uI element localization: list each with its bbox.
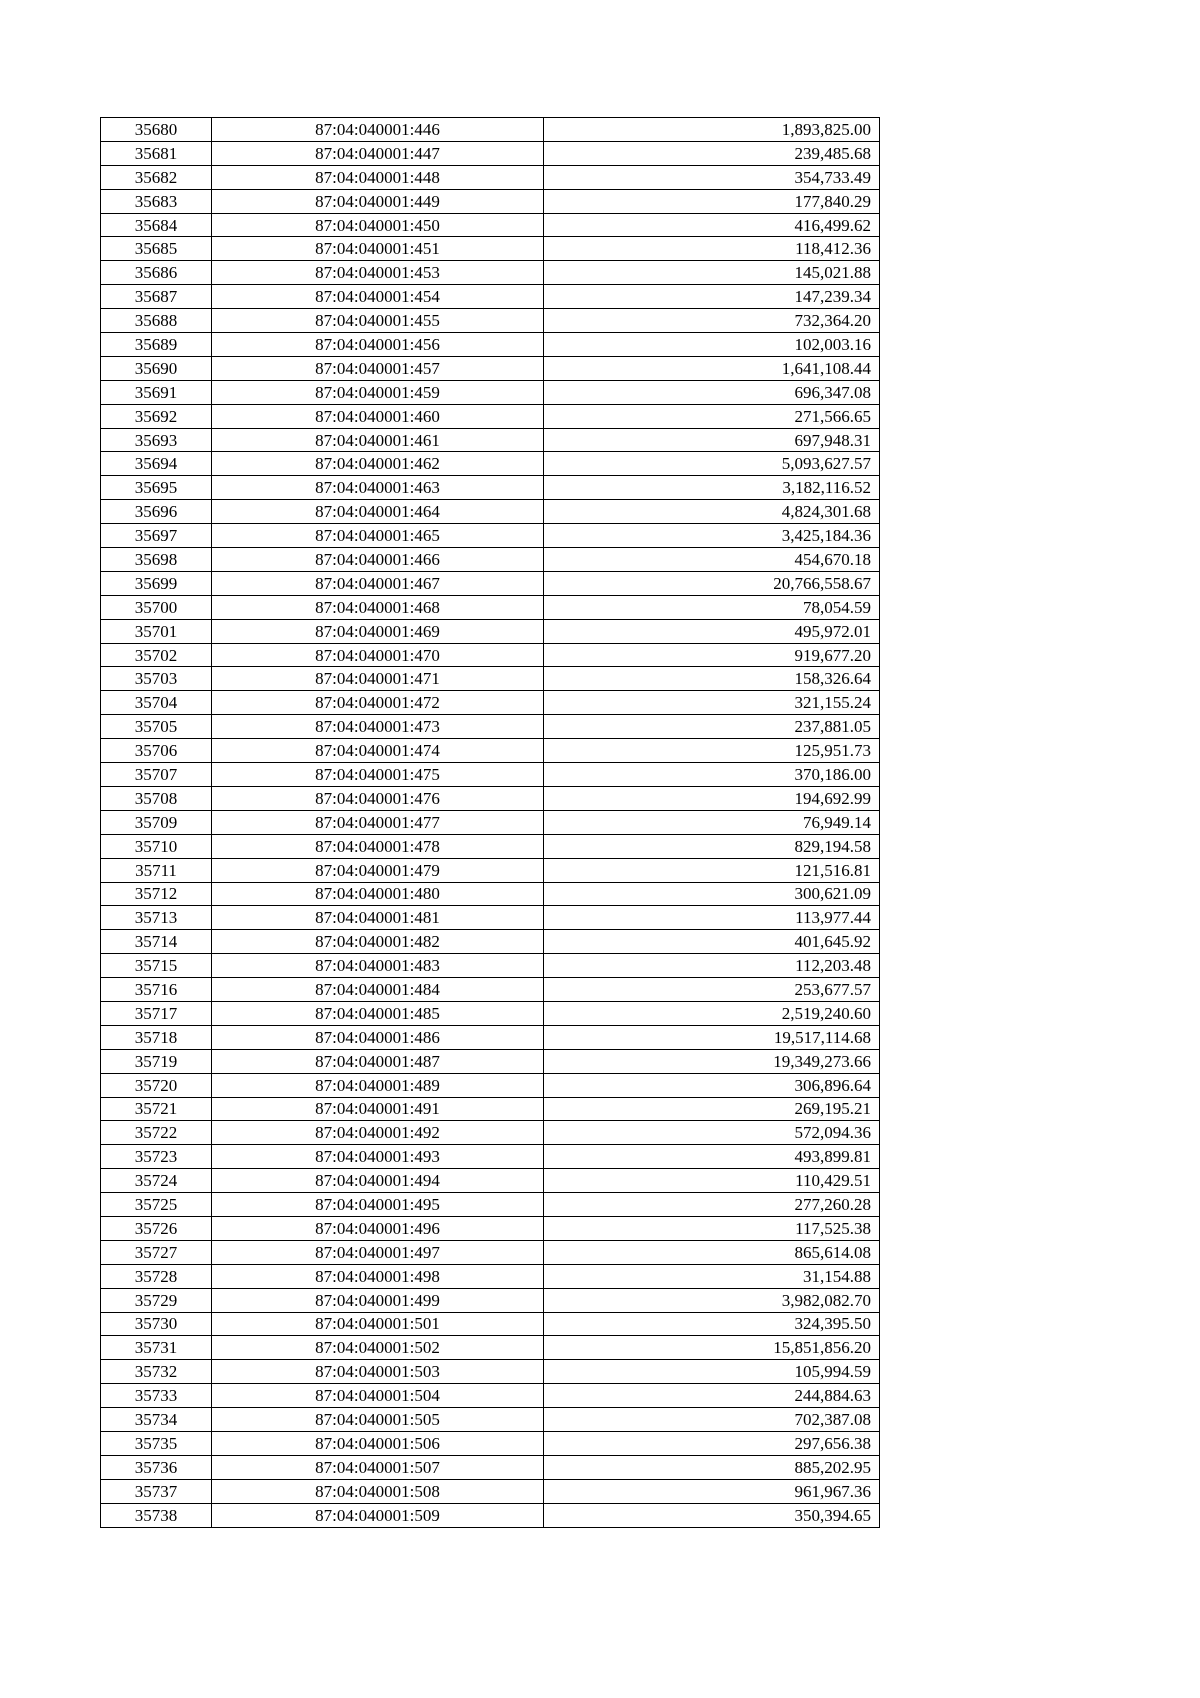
cadastral-number-cell: 87:04:040001:457 — [212, 356, 544, 380]
row-number-cell: 35729 — [101, 1288, 212, 1312]
cadastral-number-cell: 87:04:040001:455 — [212, 309, 544, 333]
table-row — [101, 763, 880, 787]
value-cell: 696,347.08 — [544, 380, 880, 404]
cadastral-number-cell: 87:04:040001:498 — [212, 1264, 544, 1288]
table-row — [101, 1145, 880, 1169]
cadastral-number-cell: 87:04:040001:483 — [212, 954, 544, 978]
value-cell: 277,260.28 — [544, 1193, 880, 1217]
row-number-cell: 35738 — [101, 1503, 212, 1527]
cadastral-number-cell: 87:04:040001:470 — [212, 643, 544, 667]
cadastral-number-cell: 87:04:040001:448 — [212, 165, 544, 189]
table-row — [101, 619, 880, 643]
table-row — [101, 1001, 880, 1025]
table-row — [101, 1288, 880, 1312]
row-number-cell: 35697 — [101, 524, 212, 548]
row-number-cell: 35734 — [101, 1408, 212, 1432]
row-number-cell: 35707 — [101, 763, 212, 787]
table-row — [101, 1264, 880, 1288]
row-number-cell: 35728 — [101, 1264, 212, 1288]
table-row — [101, 1479, 880, 1503]
value-cell: 300,621.09 — [544, 882, 880, 906]
table-row — [101, 333, 880, 357]
cadastral-number-cell: 87:04:040001:477 — [212, 810, 544, 834]
cadastral-number-cell: 87:04:040001:494 — [212, 1169, 544, 1193]
cadastral-number-cell: 87:04:040001:501 — [212, 1312, 544, 1336]
row-number-cell: 35684 — [101, 213, 212, 237]
cadastral-number-cell: 87:04:040001:475 — [212, 763, 544, 787]
value-cell: 370,186.00 — [544, 763, 880, 787]
value-cell: 493,899.81 — [544, 1145, 880, 1169]
cadastral-number-cell: 87:04:040001:482 — [212, 930, 544, 954]
cadastral-number-cell: 87:04:040001:474 — [212, 739, 544, 763]
table-row — [101, 118, 880, 142]
row-number-cell: 35712 — [101, 882, 212, 906]
value-cell: 1,641,108.44 — [544, 356, 880, 380]
table-row — [101, 691, 880, 715]
table-row — [101, 285, 880, 309]
table-row — [101, 643, 880, 667]
row-number-cell: 35732 — [101, 1360, 212, 1384]
cadastral-number-cell: 87:04:040001:462 — [212, 452, 544, 476]
table-row — [101, 476, 880, 500]
row-number-cell: 35709 — [101, 810, 212, 834]
value-cell: 4,824,301.68 — [544, 500, 880, 524]
cadastral-number-cell: 87:04:040001:454 — [212, 285, 544, 309]
value-cell: 416,499.62 — [544, 213, 880, 237]
value-cell: 20,766,558.67 — [544, 571, 880, 595]
table-row — [101, 261, 880, 285]
value-cell: 865,614.08 — [544, 1240, 880, 1264]
cadastral-number-cell: 87:04:040001:507 — [212, 1455, 544, 1479]
table-row — [101, 524, 880, 548]
row-number-cell: 35730 — [101, 1312, 212, 1336]
row-number-cell: 35733 — [101, 1384, 212, 1408]
table-row — [101, 1455, 880, 1479]
row-number-cell: 35721 — [101, 1097, 212, 1121]
value-cell: 31,154.88 — [544, 1264, 880, 1288]
value-cell: 732,364.20 — [544, 309, 880, 333]
cadastral-number-cell: 87:04:040001:453 — [212, 261, 544, 285]
row-number-cell: 35698 — [101, 548, 212, 572]
row-number-cell: 35695 — [101, 476, 212, 500]
table-row — [101, 1431, 880, 1455]
row-number-cell: 35705 — [101, 715, 212, 739]
value-cell: 885,202.95 — [544, 1455, 880, 1479]
table-row — [101, 978, 880, 1002]
cadastral-number-cell: 87:04:040001:464 — [212, 500, 544, 524]
value-cell: 919,677.20 — [544, 643, 880, 667]
table-row — [101, 739, 880, 763]
value-cell: 324,395.50 — [544, 1312, 880, 1336]
cadastral-number-cell: 87:04:040001:447 — [212, 141, 544, 165]
value-cell: 105,994.59 — [544, 1360, 880, 1384]
cadastral-number-cell: 87:04:040001:468 — [212, 595, 544, 619]
cadastral-number-cell: 87:04:040001:497 — [212, 1240, 544, 1264]
value-cell: 118,412.36 — [544, 237, 880, 261]
cadastral-number-cell: 87:04:040001:485 — [212, 1001, 544, 1025]
value-cell: 1,893,825.00 — [544, 118, 880, 142]
row-number-cell: 35682 — [101, 165, 212, 189]
row-number-cell: 35683 — [101, 189, 212, 213]
table-row — [101, 548, 880, 572]
cadastral-number-cell: 87:04:040001:461 — [212, 428, 544, 452]
row-number-cell: 35727 — [101, 1240, 212, 1264]
value-cell: 125,951.73 — [544, 739, 880, 763]
cadastral-number-cell: 87:04:040001:476 — [212, 786, 544, 810]
row-number-cell: 35724 — [101, 1169, 212, 1193]
row-number-cell: 35699 — [101, 571, 212, 595]
row-number-cell: 35720 — [101, 1073, 212, 1097]
table-row — [101, 1240, 880, 1264]
row-number-cell: 35735 — [101, 1431, 212, 1455]
cadastral-number-cell: 87:04:040001:489 — [212, 1073, 544, 1097]
value-cell: 76,949.14 — [544, 810, 880, 834]
cadastral-number-cell: 87:04:040001:502 — [212, 1336, 544, 1360]
value-cell: 354,733.49 — [544, 165, 880, 189]
table-row — [101, 428, 880, 452]
table-row — [101, 1097, 880, 1121]
cadastral-number-cell: 87:04:040001:456 — [212, 333, 544, 357]
table-row — [101, 237, 880, 261]
cadastral-number-cell: 87:04:040001:495 — [212, 1193, 544, 1217]
value-cell: 702,387.08 — [544, 1408, 880, 1432]
value-cell: 15,851,856.20 — [544, 1336, 880, 1360]
row-number-cell: 35694 — [101, 452, 212, 476]
row-number-cell: 35710 — [101, 834, 212, 858]
table-row — [101, 1216, 880, 1240]
row-number-cell: 35717 — [101, 1001, 212, 1025]
table-row — [101, 571, 880, 595]
value-cell: 121,516.81 — [544, 858, 880, 882]
row-number-cell: 35687 — [101, 285, 212, 309]
cadastral-number-cell: 87:04:040001:492 — [212, 1121, 544, 1145]
value-cell: 271,566.65 — [544, 404, 880, 428]
row-number-cell: 35686 — [101, 261, 212, 285]
table-row — [101, 404, 880, 428]
table-row — [101, 1336, 880, 1360]
cadastral-number-cell: 87:04:040001:484 — [212, 978, 544, 1002]
value-cell: 112,203.48 — [544, 954, 880, 978]
cadastral-number-cell: 87:04:040001:451 — [212, 237, 544, 261]
value-cell: 113,977.44 — [544, 906, 880, 930]
value-cell: 194,692.99 — [544, 786, 880, 810]
table-row — [101, 309, 880, 333]
value-cell: 961,967.36 — [544, 1479, 880, 1503]
value-cell: 454,670.18 — [544, 548, 880, 572]
row-number-cell: 35702 — [101, 643, 212, 667]
table-row — [101, 810, 880, 834]
table-row — [101, 930, 880, 954]
cadastral-number-cell: 87:04:040001:504 — [212, 1384, 544, 1408]
table-row — [101, 882, 880, 906]
value-cell: 158,326.64 — [544, 667, 880, 691]
cadastral-number-cell: 87:04:040001:509 — [212, 1503, 544, 1527]
cadastral-number-cell: 87:04:040001:486 — [212, 1025, 544, 1049]
row-number-cell: 35701 — [101, 619, 212, 643]
cadastral-number-cell: 87:04:040001:469 — [212, 619, 544, 643]
row-number-cell: 35706 — [101, 739, 212, 763]
row-number-cell: 35693 — [101, 428, 212, 452]
row-number-cell: 35690 — [101, 356, 212, 380]
value-cell: 102,003.16 — [544, 333, 880, 357]
cadastral-number-cell: 87:04:040001:496 — [212, 1216, 544, 1240]
value-cell: 3,425,184.36 — [544, 524, 880, 548]
table-body — [101, 118, 880, 1528]
table-row — [101, 595, 880, 619]
row-number-cell: 35689 — [101, 333, 212, 357]
table-row — [101, 834, 880, 858]
value-cell: 3,182,116.52 — [544, 476, 880, 500]
cadastral-number-cell: 87:04:040001:467 — [212, 571, 544, 595]
table-row — [101, 1121, 880, 1145]
row-number-cell: 35681 — [101, 141, 212, 165]
table-row — [101, 213, 880, 237]
row-number-cell: 35680 — [101, 118, 212, 142]
row-number-cell: 35713 — [101, 906, 212, 930]
row-number-cell: 35722 — [101, 1121, 212, 1145]
cadastral-number-cell: 87:04:040001:505 — [212, 1408, 544, 1432]
cadastral-number-cell: 87:04:040001:472 — [212, 691, 544, 715]
table-row — [101, 1025, 880, 1049]
row-number-cell: 35691 — [101, 380, 212, 404]
cadastral-number-cell: 87:04:040001:478 — [212, 834, 544, 858]
row-number-cell: 35719 — [101, 1049, 212, 1073]
table-row — [101, 1360, 880, 1384]
value-cell: 19,517,114.68 — [544, 1025, 880, 1049]
value-cell: 237,881.05 — [544, 715, 880, 739]
cadastral-number-cell: 87:04:040001:506 — [212, 1431, 544, 1455]
table-row — [101, 1193, 880, 1217]
value-cell: 321,155.24 — [544, 691, 880, 715]
table-row — [101, 1312, 880, 1336]
row-number-cell: 35736 — [101, 1455, 212, 1479]
table-row — [101, 452, 880, 476]
cadastral-number-cell: 87:04:040001:446 — [212, 118, 544, 142]
cadastral-number-cell: 87:04:040001:466 — [212, 548, 544, 572]
row-number-cell: 35685 — [101, 237, 212, 261]
row-number-cell: 35688 — [101, 309, 212, 333]
value-cell: 2,519,240.60 — [544, 1001, 880, 1025]
cadastral-number-cell: 87:04:040001:503 — [212, 1360, 544, 1384]
value-cell: 78,054.59 — [544, 595, 880, 619]
cadastral-value-table — [100, 117, 880, 1528]
row-number-cell: 35714 — [101, 930, 212, 954]
value-cell: 401,645.92 — [544, 930, 880, 954]
table-row — [101, 1169, 880, 1193]
row-number-cell: 35725 — [101, 1193, 212, 1217]
row-number-cell: 35723 — [101, 1145, 212, 1169]
table-row — [101, 715, 880, 739]
row-number-cell: 35726 — [101, 1216, 212, 1240]
row-number-cell: 35737 — [101, 1479, 212, 1503]
cadastral-number-cell: 87:04:040001:449 — [212, 189, 544, 213]
table-row — [101, 356, 880, 380]
table-row — [101, 1503, 880, 1527]
row-number-cell: 35696 — [101, 500, 212, 524]
table-row — [101, 380, 880, 404]
table-row — [101, 165, 880, 189]
table-row — [101, 500, 880, 524]
value-cell: 572,094.36 — [544, 1121, 880, 1145]
row-number-cell: 35692 — [101, 404, 212, 428]
value-cell: 253,677.57 — [544, 978, 880, 1002]
value-cell: 306,896.64 — [544, 1073, 880, 1097]
value-cell: 269,195.21 — [544, 1097, 880, 1121]
table-row — [101, 189, 880, 213]
table-row — [101, 141, 880, 165]
row-number-cell: 35703 — [101, 667, 212, 691]
row-number-cell: 35704 — [101, 691, 212, 715]
cadastral-number-cell: 87:04:040001:493 — [212, 1145, 544, 1169]
row-number-cell: 35731 — [101, 1336, 212, 1360]
value-cell: 177,840.29 — [544, 189, 880, 213]
table-row — [101, 1408, 880, 1432]
value-cell: 297,656.38 — [544, 1431, 880, 1455]
value-cell: 239,485.68 — [544, 141, 880, 165]
row-number-cell: 35718 — [101, 1025, 212, 1049]
row-number-cell: 35700 — [101, 595, 212, 619]
row-number-cell: 35708 — [101, 786, 212, 810]
table-row — [101, 954, 880, 978]
value-cell: 244,884.63 — [544, 1384, 880, 1408]
table-row — [101, 1384, 880, 1408]
row-number-cell: 35715 — [101, 954, 212, 978]
table-row — [101, 786, 880, 810]
table-row — [101, 1049, 880, 1073]
cadastral-number-cell: 87:04:040001:465 — [212, 524, 544, 548]
value-cell: 19,349,273.66 — [544, 1049, 880, 1073]
value-cell: 110,429.51 — [544, 1169, 880, 1193]
row-number-cell: 35711 — [101, 858, 212, 882]
value-cell: 145,021.88 — [544, 261, 880, 285]
cadastral-number-cell: 87:04:040001:471 — [212, 667, 544, 691]
value-cell: 5,093,627.57 — [544, 452, 880, 476]
value-cell: 147,239.34 — [544, 285, 880, 309]
cadastral-number-cell: 87:04:040001:491 — [212, 1097, 544, 1121]
cadastral-number-cell: 87:04:040001:481 — [212, 906, 544, 930]
value-cell: 3,982,082.70 — [544, 1288, 880, 1312]
value-cell: 350,394.65 — [544, 1503, 880, 1527]
cadastral-number-cell: 87:04:040001:487 — [212, 1049, 544, 1073]
cadastral-number-cell: 87:04:040001:450 — [212, 213, 544, 237]
cadastral-number-cell: 87:04:040001:499 — [212, 1288, 544, 1312]
cadastral-number-cell: 87:04:040001:473 — [212, 715, 544, 739]
cadastral-number-cell: 87:04:040001:463 — [212, 476, 544, 500]
row-number-cell: 35716 — [101, 978, 212, 1002]
value-cell: 829,194.58 — [544, 834, 880, 858]
cadastral-number-cell: 87:04:040001:508 — [212, 1479, 544, 1503]
value-cell: 495,972.01 — [544, 619, 880, 643]
cadastral-number-cell: 87:04:040001:460 — [212, 404, 544, 428]
value-cell: 697,948.31 — [544, 428, 880, 452]
table-row — [101, 667, 880, 691]
cadastral-number-cell: 87:04:040001:479 — [212, 858, 544, 882]
table-row — [101, 858, 880, 882]
cadastral-number-cell: 87:04:040001:459 — [212, 380, 544, 404]
table-row — [101, 1073, 880, 1097]
value-cell: 117,525.38 — [544, 1216, 880, 1240]
cadastral-number-cell: 87:04:040001:480 — [212, 882, 544, 906]
table-row — [101, 906, 880, 930]
